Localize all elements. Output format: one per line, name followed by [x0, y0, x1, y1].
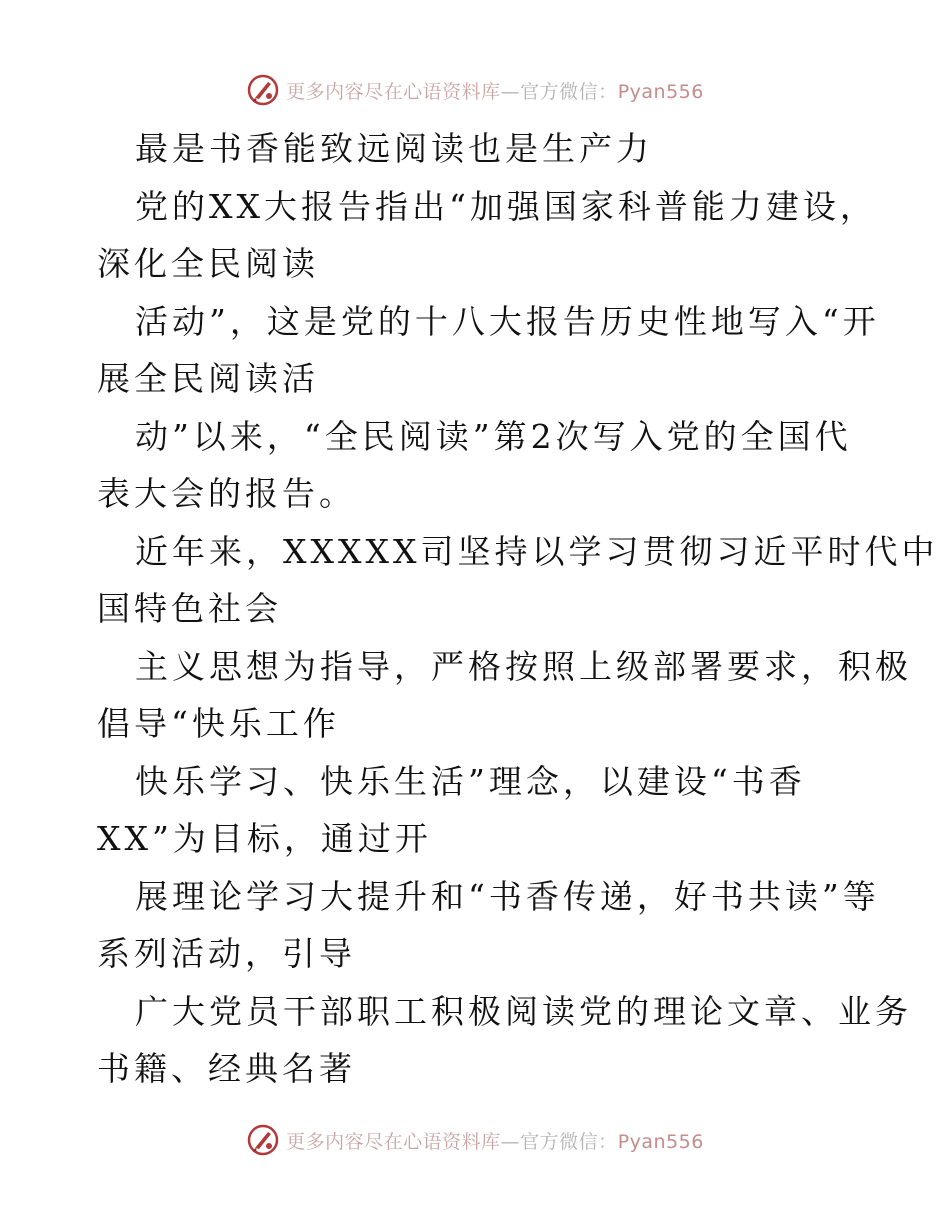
text-line: 党的XX大报告指出“加强国家科普能力建设，: [135, 186, 877, 226]
text-line: 主义思想为指导，严格按照上级部署要求，积极: [135, 646, 912, 686]
text-line: 活动”，这是党的十八大报告历史性地写入“开: [135, 301, 880, 341]
text-line: 最是书香能致远阅读也是生产力: [135, 129, 653, 168]
text-line: 广大党员干部职工积极阅读党的理论文章、业务: [135, 991, 912, 1031]
watermark-text: 更多内容尽在心语资料库—官方微信：Pyan556: [286, 80, 704, 103]
text-line: 近年来，XXXXX司坚持以学习贯彻习近平时代中: [135, 531, 939, 571]
text-line: 表大会的报告。: [97, 474, 356, 513]
text-line: 国特色社会: [97, 589, 282, 628]
text-line: 系列活动，引导: [97, 934, 356, 973]
header-watermark-banner: [0, 70, 950, 110]
text-line: 书籍、经典名著: [97, 1049, 356, 1088]
text-line: 动”以来，“全民阅读”第2次写入党的全国代: [135, 416, 852, 456]
document-body: [97, 120, 939, 1098]
watermark-text: 更多内容尽在心语资料库—官方微信：Pyan556: [286, 1130, 704, 1153]
quill-pen-logo-icon: [246, 73, 280, 107]
quill-pen-logo-icon: [246, 1123, 280, 1157]
text-line: 倡导“快乐工作: [97, 704, 340, 743]
text-line: 展全民阅读活: [97, 359, 319, 398]
text-line: 展理论学习大提升和“书香传递，好书共读”等: [135, 876, 880, 916]
text-line: 快乐学习、快乐生活”理念，以建设“书香: [135, 761, 806, 801]
footer-watermark-banner: [0, 1120, 950, 1160]
text-line: XX”为目标，通过开: [97, 819, 432, 858]
text-line: 深化全民阅读: [97, 244, 319, 283]
